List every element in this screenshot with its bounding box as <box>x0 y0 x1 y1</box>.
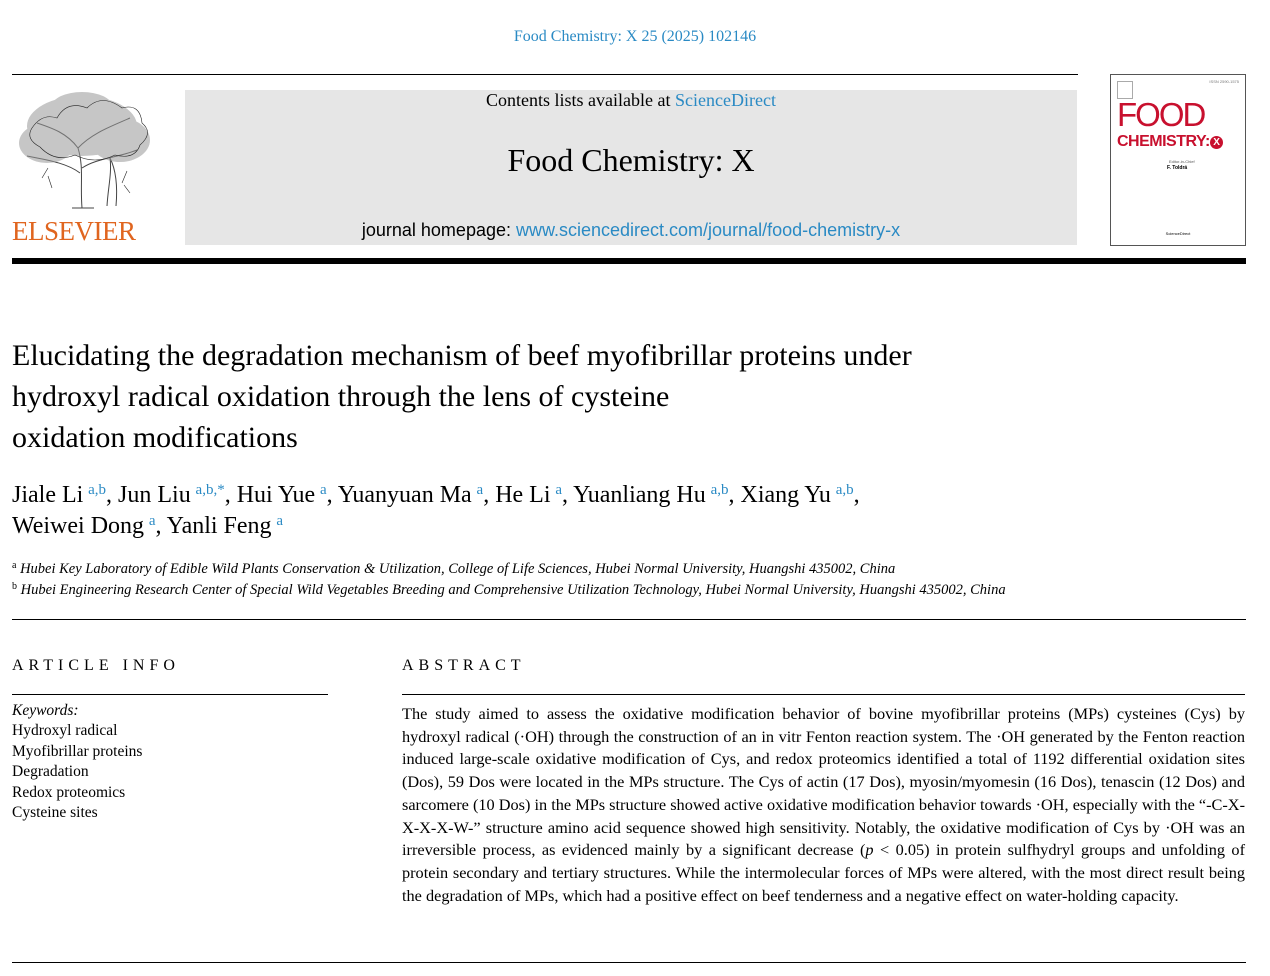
cover-food-word: FOOD <box>1117 96 1205 133</box>
journal-citation[interactable] <box>0 28 1270 46</box>
author-separator: , <box>853 482 860 508</box>
keyword-item: Redox proteomics <box>12 783 126 801</box>
article-title <box>12 335 1112 458</box>
author-separator: , <box>561 482 574 508</box>
keywords-label: Keywords: <box>12 702 79 719</box>
author-affil-link[interactable]: a <box>148 513 156 529</box>
citation-link[interactable]: Food Chemistry: X 25 (2025) 102146 <box>513 28 757 45</box>
affiliation-text: Hubei Key Laboratory of Edible Wild Plants Conservation & Utilization, College of Life Sciences, Hubei Normal University, Huangshi 435002, China <box>20 561 896 577</box>
journal-title: Food Chemistry: X <box>507 142 755 178</box>
abstract-part-2: < 0.05) in protein sulfhydryl groups and unfolding of protein secondary and tertiary structures. While the intermolecular forces of MPs were altered, with the most direct result being the degradation of MPs, which had a positive effect on beef tenderness and a negative effect on water-holding capacity. <box>402 840 1245 905</box>
author-name[interactable]: Yanli Feng <box>166 513 272 539</box>
author-affil-link[interactable]: a,b <box>835 482 854 498</box>
author-affil-link[interactable]: a <box>555 482 562 498</box>
affiliation-text: Hubei Engineering Research Center of Special Wild Vegetables Breeding and Comprehensive Utilization Technology, Hubei Normal University, Huangshi 435002, China <box>20 582 1006 598</box>
cover-bottom-text: ScienceDirect <box>1165 231 1191 236</box>
keyword-item: Hydroxyl radical <box>12 722 118 740</box>
author-separator: , <box>728 482 741 508</box>
author-name[interactable]: Weiwei Dong <box>12 513 145 539</box>
cover-editor-label: Editor-in-Chief <box>1169 159 1195 164</box>
author-name[interactable]: He Li <box>495 482 551 508</box>
title-line: oxidation modifications <box>12 421 298 454</box>
author-affil-link[interactable]: a,b <box>88 482 107 498</box>
article-info-rule <box>12 694 328 695</box>
cover-chemistry-text: CHEMISTRY: <box>1117 133 1210 150</box>
author-line-1 <box>12 480 1252 511</box>
article-info-heading: ARTICLE INFO <box>12 657 180 674</box>
affiliation-item <box>12 559 1252 580</box>
keyword-item: Cysteine sites <box>12 804 98 822</box>
keyword-item: Myofibrillar proteins <box>12 742 143 760</box>
sciencedirect-link[interactable]: ScienceDirect <box>675 90 776 110</box>
abstract-heading: ABSTRACT <box>402 657 526 674</box>
top-rule <box>12 74 1078 75</box>
affiliation-item <box>12 580 1252 601</box>
contents-line <box>185 90 1077 111</box>
abstract-text <box>402 703 1245 907</box>
author-separator: , <box>155 513 167 539</box>
section-divider <box>12 619 1246 620</box>
author-affil-link[interactable]: a,b,* <box>195 482 225 498</box>
author-name[interactable]: Yuanyuan Ma <box>337 482 472 508</box>
author-affil-link[interactable]: a <box>476 482 484 498</box>
author-affil-link[interactable]: a,b <box>710 482 729 498</box>
author-affil-link[interactable]: a <box>276 513 284 529</box>
author-name[interactable]: Hui Yue <box>236 482 316 508</box>
keyword-item: Degradation <box>12 763 89 781</box>
cover-editor-name: F. Toldrá <box>1167 165 1188 171</box>
journal-banner <box>185 90 1077 245</box>
author-list <box>12 480 1252 542</box>
author-line-2 <box>12 511 1252 542</box>
title-line: Elucidating the degradation mechanism of beef myofibrillar proteins under <box>12 339 912 372</box>
elsevier-logo <box>12 88 154 248</box>
contents-prefix: Contents lists available at <box>486 90 675 110</box>
affiliation-mark: b <box>12 581 17 592</box>
author-name[interactable]: Jun Liu <box>118 482 191 508</box>
title-line: hydroxyl radical oxidation through the lens of cysteine <box>12 380 670 413</box>
abstract-part-1: The study aimed to assess the oxidative modification behavior of bovine myofibrillar proteins (MPs) cysteines (Cys) by hydroxyl radical (·OH) through the construction of an in vitr Fenton reaction system. The ·OH generated by the Fenton reaction induced large-scale oxidative modification of Cys, and redox proteomics identified a total of 1192 differential oxidation sites (Dos), 59 Dos were located in the MPs structure. The Cys of actin (17 Dos), myosin/myomesin (16 Dos), tenascin (12 Dos) and sarcomere (10 Dos) in the MPs structure showed active oxidative modification behavior towards ·OH, especially with the “-C-X-X-X-X-W-” structure amino acid sequence showed high sensitivity. Notably, the oxidative modification of Cys by ·OH was an irreversible process, as evidenced mainly by a significant decrease ( <box>402 704 1245 860</box>
elsevier-tree-icon <box>12 88 154 213</box>
author-name[interactable]: Yuanliang Hu <box>573 482 706 508</box>
affiliation-list <box>12 559 1252 601</box>
journal-homepage <box>185 220 1077 241</box>
homepage-link[interactable]: www.sciencedirect.com/journal/food-chemistry-x <box>515 220 901 240</box>
author-name[interactable]: Jiale Li <box>12 482 84 508</box>
abstract-rule <box>402 694 1245 695</box>
author-separator: , <box>106 482 119 508</box>
author-affil-link[interactable]: a <box>319 482 327 498</box>
journal-cover-image[interactable] <box>1110 74 1246 246</box>
elsevier-wordmark: ELSEVIER <box>12 216 136 246</box>
author-separator: , <box>326 482 338 508</box>
header-thick-rule <box>12 258 1246 264</box>
cover-chemistry-word <box>1117 133 1223 151</box>
author-name[interactable]: Xiang Yu <box>740 482 831 508</box>
affiliation-mark: a <box>12 560 17 571</box>
author-separator: , <box>224 482 237 508</box>
keywords-block <box>12 701 322 823</box>
p-symbol: p <box>865 840 874 860</box>
cover-x-badge: X <box>1210 136 1223 149</box>
author-separator: , <box>483 482 496 508</box>
bottom-rule <box>12 962 1246 963</box>
homepage-prefix: journal homepage: <box>361 220 516 240</box>
cover-issn: ISSN 2590-1575 <box>1209 79 1239 84</box>
